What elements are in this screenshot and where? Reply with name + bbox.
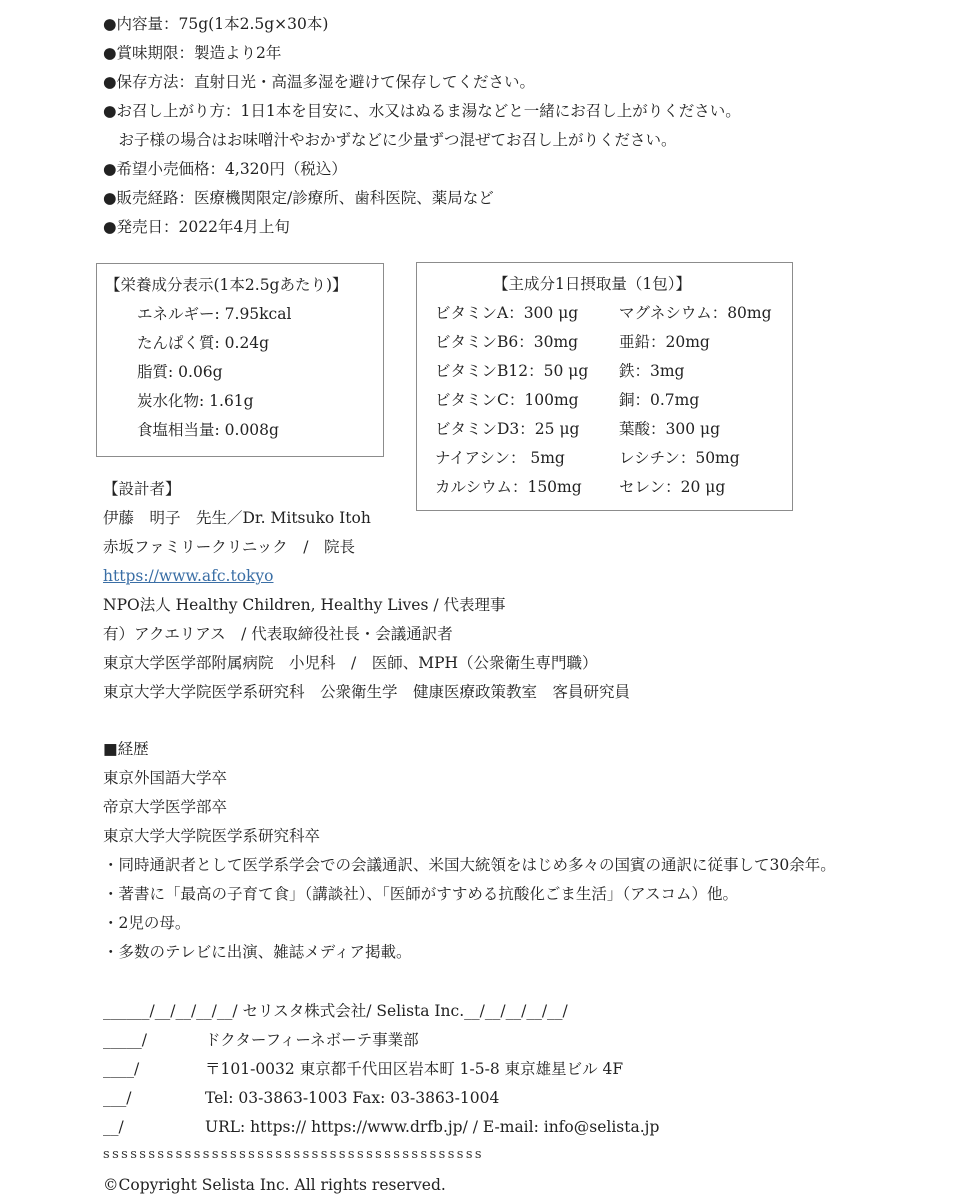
career-item: 帝京大学医学部卒 xyxy=(103,798,228,816)
nutrition-item: エネルギー: 7.95kcal xyxy=(137,305,292,323)
ingredients-title: 【主成分1日摂取量（1包）】 xyxy=(493,275,691,293)
nutrition-item: 食塩相当量: 0.008g xyxy=(137,421,279,439)
ingredient-item: 葉酸：300 μg xyxy=(619,420,721,438)
spec-line-price: ●希望小売価格：4,320円（税込） xyxy=(103,160,347,178)
footer-dept-prefix: _____/ xyxy=(103,1031,147,1049)
designer-clinic: 赤坂ファミリークリニック / 院長 xyxy=(103,538,355,556)
spec-line-expiry: ●賞味期限：製造より2年 xyxy=(103,44,282,62)
ingredient-item: レシチン：50mg xyxy=(619,449,740,467)
ingredients-box xyxy=(416,262,793,511)
nutrition-box xyxy=(96,263,384,457)
ingredient-item: 亜鉛：20mg xyxy=(619,333,710,351)
designer-role: NPO法人 Healthy Children, Healthy Lives / 代表理事 xyxy=(103,596,506,614)
nutrition-title: 【栄養成分表示(1本2.5gあたり)】 xyxy=(105,276,348,294)
ingredient-item: ビタミンB12：50 μg xyxy=(435,362,589,380)
ingredient-item: ビタミンC：100mg xyxy=(435,391,579,409)
nutrition-item: 脂質: 0.06g xyxy=(137,363,223,381)
career-item: ・2児の母。 xyxy=(103,914,191,932)
nutrition-item: 炭水化物: 1.61g xyxy=(137,392,254,410)
ingredient-item: マグネシウム：80mg xyxy=(619,304,772,322)
footer-wave-divider: ssssssssssssssssssssssssssssssssssssssssss xyxy=(103,1147,484,1162)
designer-role: 東京大学大学院医学系研究科 公衆衛生学 健康医療政策教室 客員研究員 xyxy=(103,683,631,701)
spec-line-storage: ●保存方法：直射日光・高温多湿を避けて保存してください。 xyxy=(103,73,536,91)
career-item: ・多数のテレビに出演、雑誌メディア掲載。 xyxy=(103,943,412,961)
footer-url-prefix: __/ xyxy=(103,1118,124,1136)
ingredient-item: ビタミンD3：25 μg xyxy=(435,420,580,438)
designer-url-link[interactable]: https://www.afc.tokyo xyxy=(103,567,274,585)
nutrition-item: たんぱく質: 0.24g xyxy=(137,334,270,352)
designer-role: 有）アクエリアス / 代表取締役社長・会議通訳者 xyxy=(103,625,453,643)
designer-role: 東京大学医学部附属病院 小児科 / 医師、MPH（公衆衛生専門職） xyxy=(103,654,598,672)
career-item: 東京外国語大学卒 xyxy=(103,769,228,787)
ingredient-item: 鉄：3mg xyxy=(619,362,685,380)
ingredient-item: ビタミンB6：30mg xyxy=(435,333,579,351)
career-item: ・同時通訳者として医学系学会での会議通訳、米国大統領をはじめ多々の国賓の通訳に従事して30余年。 xyxy=(103,856,836,874)
footer-department: ドクターフィーネボーテ事業部 xyxy=(205,1031,419,1049)
designer-heading: 【設計者】 xyxy=(103,480,181,498)
spec-line-release-date: ●発売日：2022年4月上旬 xyxy=(103,218,290,236)
footer-tel-prefix: ___/ xyxy=(103,1089,132,1107)
career-heading: ■経歴 xyxy=(103,740,149,758)
career-item: 東京大学大学院医学系研究科卒 xyxy=(103,827,321,845)
footer-address-prefix: ____/ xyxy=(103,1060,140,1078)
spec-line-sales-channel: ●販売経路：医療機関限定/診療所、歯科医院、薬局など xyxy=(103,189,494,207)
career-item: ・著書に「最高の子育て食」（講談社）、「医師がすすめる抗酸化ごま生活」（アスコム）他。 xyxy=(103,885,739,903)
ingredient-item: セレン：20 μg xyxy=(619,478,726,496)
footer-company-line: ______/__/__/__/__/ セリスタ株式会社/ Selista Inc.__/__/__/__/__/ xyxy=(103,1002,568,1020)
spec-line-usage-children: お子様の場合はお味噌汁やおかずなどに少量ずつ混ぜてお召し上がりください。 xyxy=(103,131,677,149)
ingredient-item: ビタミンA：300 μg xyxy=(435,304,579,322)
spec-line-usage: ●お召し上がり方：1日1本を目安に、水又はぬるま湯などと一緒にお召し上がりください。 xyxy=(103,102,741,120)
ingredient-item: 銅：0.7mg xyxy=(619,391,700,409)
footer-copyright: ©Copyright Selista Inc. All rights reserved. xyxy=(103,1176,446,1194)
footer-tel-fax: Tel: 03-3863-1003 Fax: 03-3863-1004 xyxy=(205,1089,500,1107)
ingredient-item: ナイアシン： 5mg xyxy=(435,449,565,467)
ingredient-item: カルシウム：150mg xyxy=(435,478,582,496)
footer-address: 〒101-0032 東京都千代田区岩本町 1-5-8 東京雄星ビル 4F xyxy=(205,1060,624,1078)
spec-line-content: ●内容量：75g(1本2.5g×30本) xyxy=(103,15,329,33)
footer-url-email: URL: https:// https://www.drfb.jp/ / E-mail: info@selista.jp xyxy=(205,1118,660,1136)
designer-name: 伊藤 明子 先生／Dr. Mitsuko Itoh xyxy=(103,509,371,527)
